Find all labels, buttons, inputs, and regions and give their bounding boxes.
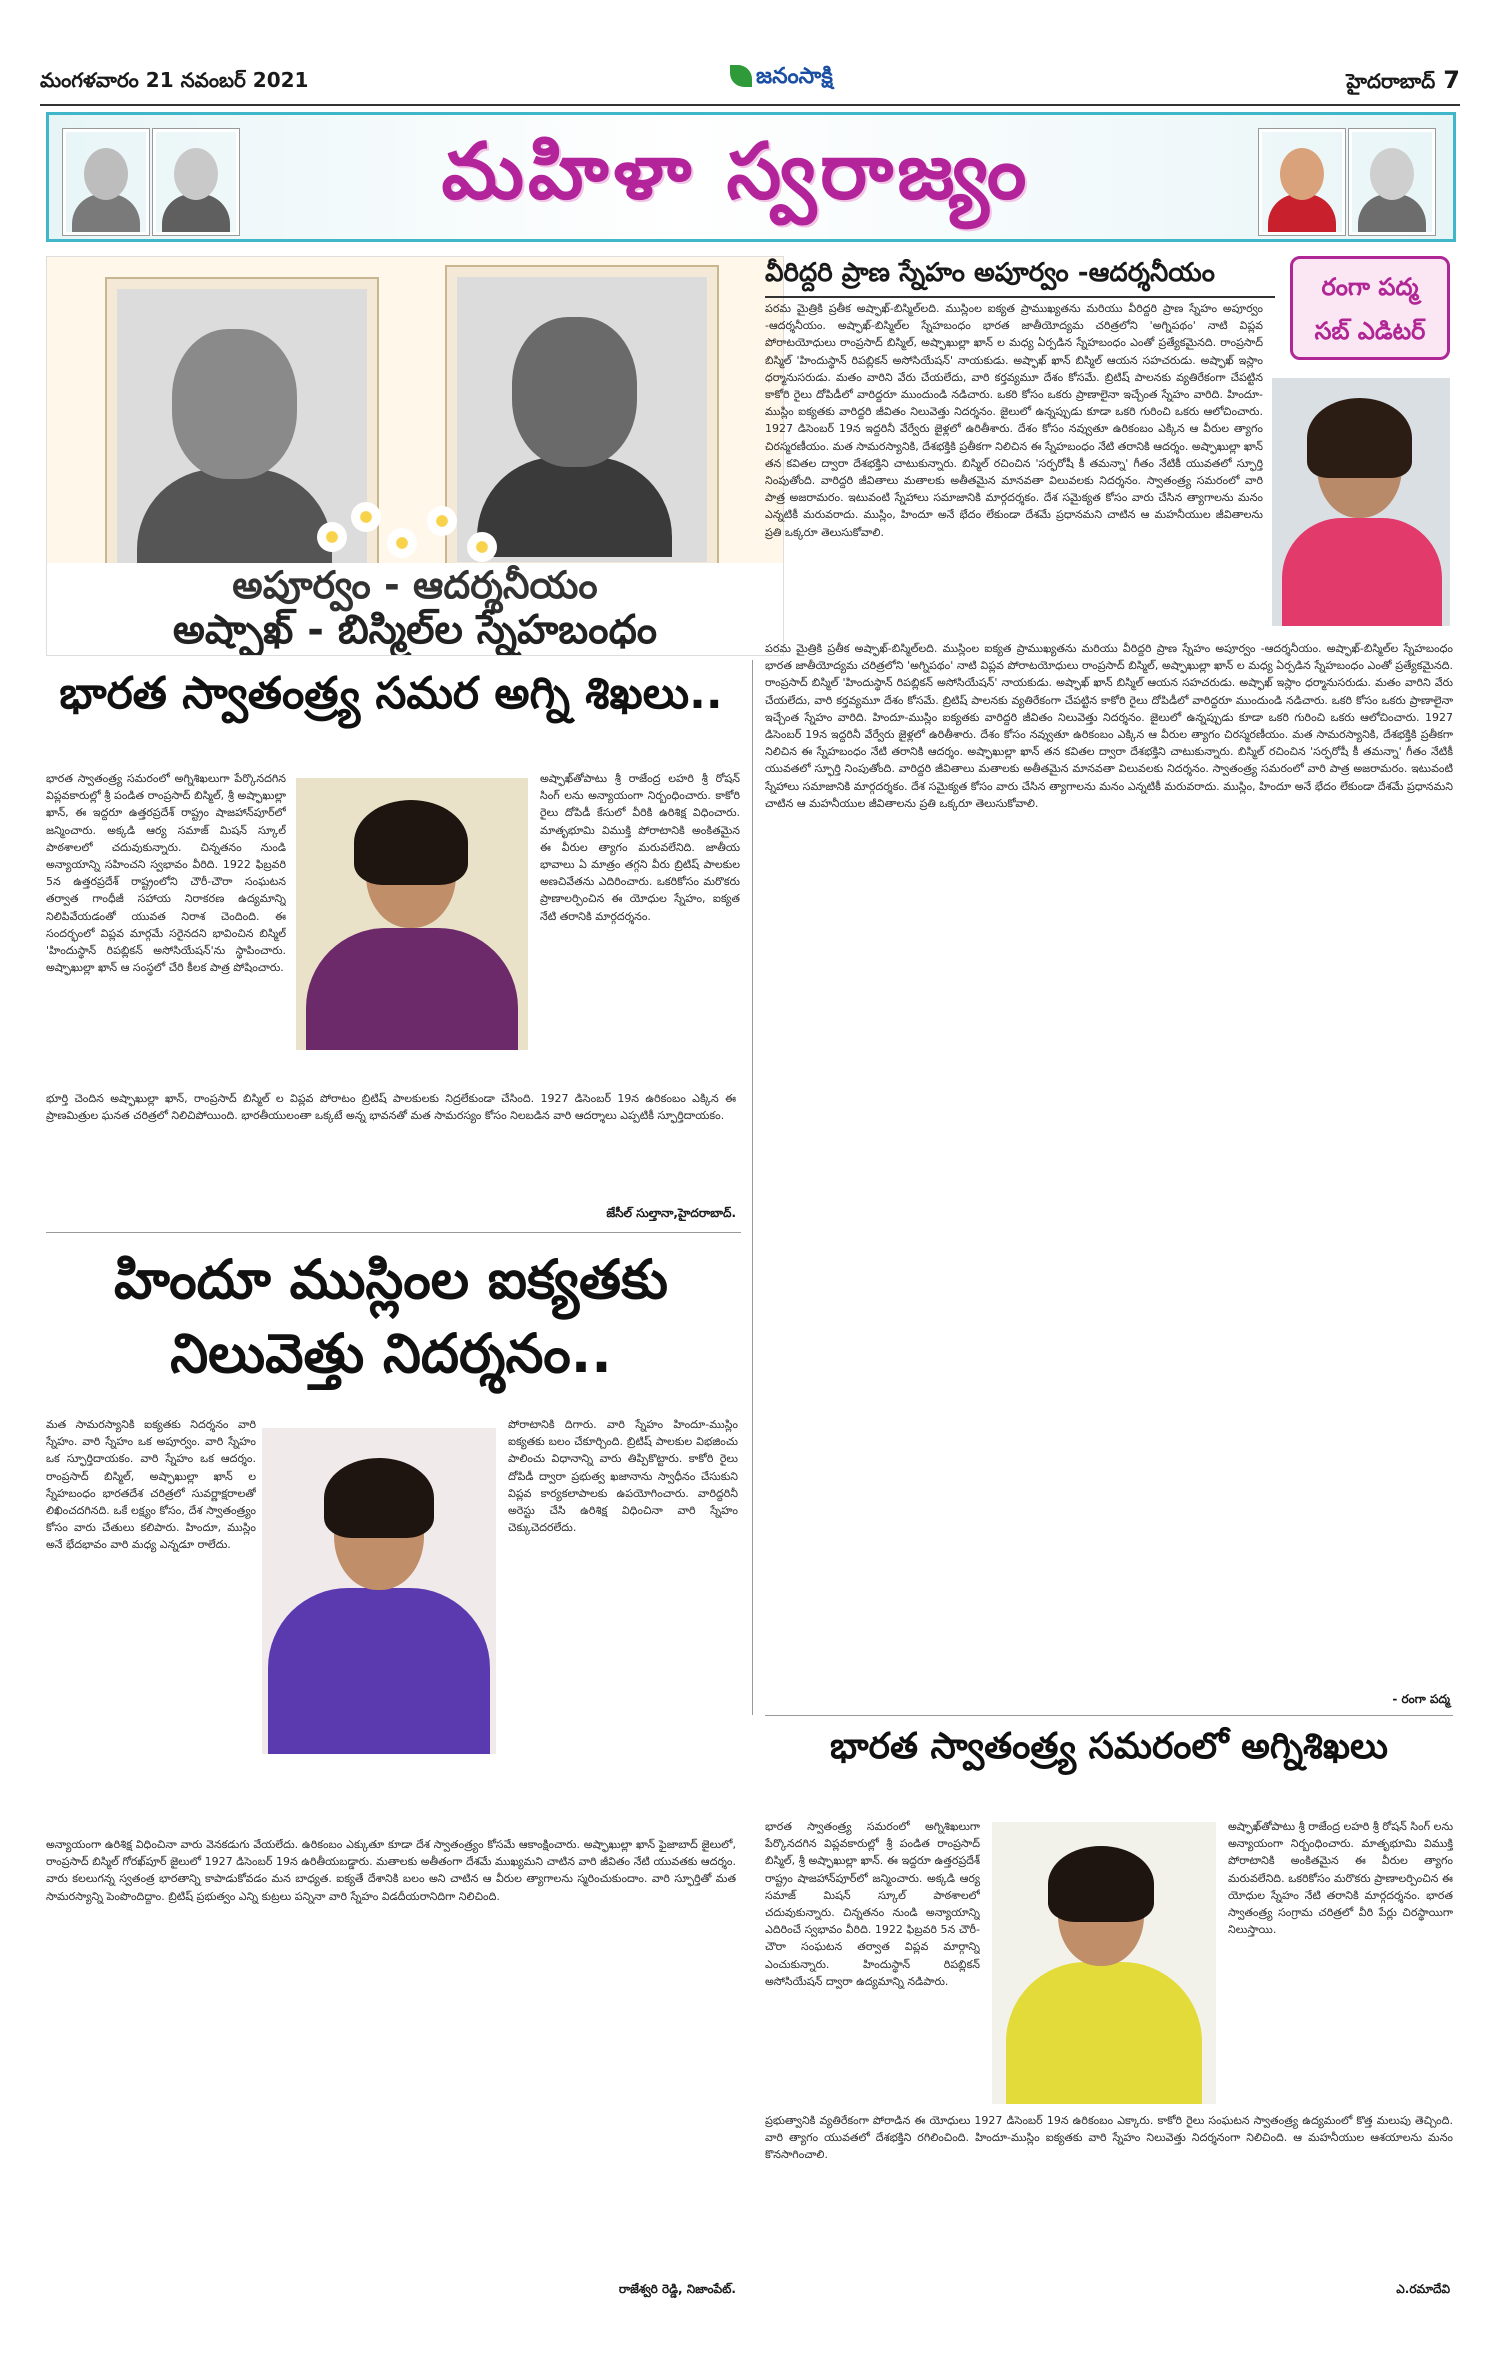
article1-body-bottom: భూర్తి చెందిన అష్ఫాఖుల్లా ఖాన్, రాంప్రసాద్ బిస్మిల్ ల విప్లవ పోరాటం బ్రిటిష్ పాలకులకు నిద్రలేకుండా చేసింది. 1927 డిసెంబర్ 19న ఉరికంబం ఎక్కిన ఈ ప్రాణమిత్రుల ఘనత చరిత్రలో నిలిచిపోయింది. భారతీయులంతా ఒక్కటే అన్న భావనతో మత సామరస్యం కోసం నిలబడిన వారి ఆదర్శాలు ఎప్పటికీ స్ఫూర్తిదాయకం. [46, 1092, 736, 1123]
article2-body-mid: పోరాటానికి దిగారు. వారి స్నేహం హిందూ-ముస్లిం ఐక్యతకు బలం చేకూర్చింది. బ్రిటిష్ పాలకుల విభజించు పాలించు విధానాన్ని వారు తిప్పికొట్టారు. కాకోరి రైలు దోపిడీ ద్వారా ప్రభుత్వ ఖజానాను స్వాధీనం చేసుకుని విప్లవ కార్యకలాపాలకు ఉపయోగించారు. వారిద్దరినీ అరెస్టు చేసి ఉరిశిక్ష విధించినా వారి స్నేహం చెక్కుచెదరలేదు. [508, 1418, 738, 1535]
banner-portrait-3 [1259, 129, 1345, 235]
flowers-decoration [317, 492, 517, 572]
page-number: 7 [1443, 66, 1460, 94]
leaf-icon [730, 65, 752, 87]
article1-body-mid: అష్ఫాఖ్‌తోపాటు శ్రీ రాజేంద్ర లహరి శ్రీ రోషన్ సింగ్ లను అన్యాయంగా నిర్బంధించారు. కాకోరి రైలు దోపిడీ కేసులో వీరికి ఉరిశిక్ష విధించారు. మాతృభూమి విముక్తి పోరాటానికి అంకితమైన ఈ వీరుల త్యాగం మరువలేనిది. జాతీయ భావాలు ఏ మాత్రం తగ్గని వీరు బ్రిటిష్ పాలకుల అణచివేతను ఎదిరించారు. ఒకరికోసం మరొకరు ప్రాణాలర్పించిన ఈ యోధుల స్నేహం, ఐక్యత నేటి తరానికి మార్గదర్శనం. [540, 772, 740, 923]
author-photo [1272, 378, 1450, 626]
article3-body-mid: అష్ఫాఖ్‌తోపాటు శ్రీ రాజేంద్ర లహరి శ్రీ రోషన్ సింగ్ లను అన్యాయంగా నిర్బంధించారు. మాతృభూమి విముక్తి పోరాటానికి అంకితమైన ఈ వీరుల త్యాగం మరువలేనిది. ఒకరికోసం మరొకరు ప్రాణాలర్పించిన ఈ యోధుల స్నేహం నేటి తరానికి మార్గదర్శనం. భారత స్వాతంత్ర్య సంగ్రామ చరిత్రలో వీరి పేర్లు చిరస్థాయిగా నిలుస్తాయి. [1228, 1820, 1453, 1937]
article3-divider [765, 1715, 1453, 1716]
feature-body-top: పరమ మైత్రికి ప్రతీక అష్ఫాఖ్-బిస్మిల్‌లది. ముస్లింల ఐక్యత ప్రాముఖ్యతను మరియు వీరిద్దరి ప్రాణ స్నేహం అపూర్వం -ఆదర్శనీయం. అష్ఫాఖ్-బిస్మిల్‌ల స్నేహబంధం భారత జాతీయోద్యమ చరిత్రలోని 'అగ్నిపథం' నాటి విప్లవ పోరాటయోధులు రాంప్రసాద్ బిస్మిల్, అష్ఫాఖుల్లా ఖాన్ ల మధ్య ఏర్పడిన స్నేహబంధం ఎంతో ప్రత్యేకమైనది. రాంప్రసాద్ బిస్మిల్ 'హిందుస్థాన్ రిపబ్లికన్ అసోసియేషన్' నాయకుడు. అష్ఫాఖ్ ఖాన్ బిస్మిల్ ఆయన సహచరుడు. అష్ఫాఖ్ ఇస్లాం ధర్మానుసరుడు. మతం వారిని వేరు చేయలేదు, వారి కర్తవ్యమూ దేశం కోసమే. బ్రిటిష్ పాలనకు వ్యతిరేకంగా చేపట్టిన కాకోరి రైలు దోపిడీలో వారిద్దరూ ముందుండి నడిచారు. ఒకరి కోసం ఒకరు ప్రాణాలైనా ఇచ్చేంత స్నేహం వారిది. హిందూ-ముస్లిం ఐక్యతకు వారిద్దరి జీవితం నిలువెత్తు నిదర్శనం. జైలులో ఉన్నప్పుడు కూడా ఒకరి గురించి ఒకరు ఆలోచించారు. 1927 డిసెంబర్ 19న ఇద్దరినీ వేర్వేరు జైళ్లలో ఉరితీశారు. దేశం కోసం నవ్వుతూ ఉరికంబం ఎక్కిన ఆ వీరుల త్యాగం చిరస్మరణీయం. మత సామరస్యానికి, దేశభక్తికి ప్రతీకగా నిలిచిన ఈ స్నేహబంధం నేటి తరానికి ఆదర్శం. అష్ఫాఖుల్లా ఖాన్ తన కవితల ద్వారా దేశభక్తిని చాటుకున్నారు. బిస్మిల్ రచించిన 'సర్ఫరోషీ కీ తమన్నా' గీతం నేటికీ యువతలో స్ఫూర్తి నింపుతోంది. వారిద్దరి జీవితాలు మతాలకు అతీతమైన మానవతా విలువలకు నిదర్శనం. స్వాతంత్ర్య సమరంలో వారి పాత్ర అజరామరం. ఇటువంటి స్నేహాలు సమాజానికి మార్గదర్శకం. దేశ సమైక్యత కోసం వారు చేసిన త్యాగాలను మనం ఎన్నటికీ మరువరాదు. ముస్లిం, హిందూ అనే భేదం లేకుండా దేశమే ప్రధానమని చాటిన ఆ మహనీయుల జీవితాలను ప్రతి ఒక్కరూ తెలుసుకోవాలి. [765, 302, 1263, 539]
article3-title: భారత స్వాతంత్ర్య సమరంలో అగ్నిశిఖలు [830, 1726, 1388, 1767]
article2-author-photo [262, 1428, 496, 1754]
article1-divider [46, 1232, 741, 1233]
article3-body-left: భారత స్వాతంత్ర్య సమరంలో అగ్నిశిఖలుగా పేర్కొనదగిన విప్లవకారుల్లో శ్రీ పండిత రాంప్రసాద్ బిస్మిల్, శ్రీ అష్ఫాఖుల్లా ఖాన్. ఈ ఇద్దరూ ఉత్తరప్రదేశ్ రాష్ట్రం షాజహాన్‌పూర్‌లో జన్మించారు. అక్కడి ఆర్య సమాజ్ మిషన్ స్కూల్ పాఠశాలలో చదువుకున్నారు. చిన్నతనం నుండి అన్యాయాన్ని ఎదిరించే స్వభావం వీరిది. 1922 ఫిబ్రవరి 5న చౌరీ-చౌరా సంఘటన తర్వాత విప్లవ మార్గాన్ని ఎంచుకున్నారు. హిందుస్థాన్ రిపబ్లికన్ అసోసియేషన్ ద్వారా ఉద్యమాన్ని నడిపారు. [765, 1820, 980, 1988]
column-divider [752, 660, 753, 1715]
city: హైదరాబాద్ [1346, 69, 1436, 93]
feature-headline [47, 563, 783, 655]
article3-author-photo [992, 1822, 1216, 2104]
author-box: రంగా పద్మ సబ్ ఎడిటర్ [1290, 256, 1450, 360]
article1-author-photo [296, 778, 528, 1050]
banner-portrait-4 [1349, 129, 1435, 235]
masthead [40, 60, 1460, 106]
banner-title: మహిళా స్వరాజ్యం [441, 127, 1031, 217]
section-banner [46, 112, 1456, 242]
article2-body-left: మత సామరస్యానికి ఐక్యతకు నిదర్శనం వారి స్నేహం. వారి స్నేహం ఒక అపూర్వం. వారి స్నేహం ఒక స్ఫూర్తిదాయకం. వారి స్నేహం ఒక ఆదర్శం. రాంప్రసాద్ బిస్మిల్, అష్ఫాఖుల్లా ఖాన్ ల స్నేహబంధం భారతదేశ చరిత్రలో సువర్ణాక్షరాలతో లిఖించదగినది. ఒకే లక్ష్యం కోసం, దేశ స్వాతంత్ర్యం కోసం వారు చేతులు కలిపారు. హిందూ, ముస్లిం అనే భేదభావం వారి మధ్య ఎన్నడూ రాలేదు. [46, 1418, 256, 1552]
article1-body-left: భారత స్వాతంత్ర్య సమరంలో అగ్నిశిఖలుగా పేర్కొనదగిన విప్లవకారుల్లో శ్రీ పండిత రాంప్రసాద్ బిస్మిల్, శ్రీ అష్ఫాఖుల్లా ఖాన్, ఈ ఇద్దరూ ఉత్తరప్రదేశ్ రాష్ట్రం షాజహాన్‌పూర్‌లో జన్మించారు. అక్కడి ఆర్య సమాజ్ మిషన్ స్కూల్ పాఠశాలలో చదువుకున్నారు. చిన్నతనం నుండి అన్యాయాన్ని సహించని స్వభావం వీరిది. 1922 ఫిబ్రవరి 5న ఉత్తరప్రదేశ్ రాష్ట్రంలోని చౌరీ-చౌరా సంఘటన తర్వాత గాంధీజీ సహాయ నిరాకరణ ఉద్యమాన్ని నిలిపివేయడంతో యువత నిరాశ చెందింది. ఈ సందర్భంలో విప్లవ మార్గమే సరైనదని భావించిన బిస్మిల్ 'హిందుస్థాన్ రిపబ్లికన్ అసోసియేషన్'ను స్థాపించారు. అష్ఫాఖుల్లా ఖాన్ ఆ సంస్థలో చేరి కీలక పాత్ర పోషించారు. [46, 772, 286, 975]
feature-title: వీరిద్దరి ప్రాణ స్నేహం అపూర్వం -ఆదర్శనీయం [765, 258, 1275, 298]
page-info [1346, 66, 1460, 98]
article1-byline: జేసీల్ సుల్తానా,హైదరాబాద్. [606, 1206, 736, 1220]
article1-title: భారత స్వాతంత్ర్య సమర అగ్ని శిఖలు.. [59, 668, 723, 719]
article2-title-line-2: నిలువెత్తు నిదర్శనం.. [170, 1322, 612, 1385]
article2-byline: రాజేశ్వరి రెడ్డి, నిజాంపేట్. [618, 2282, 736, 2296]
article2-title-line-1: హిందూ ముస్లింల ఐక్యతకు [114, 1248, 668, 1311]
feature-headline-line-2: అష్ఫాఖ్ - బిస్మిల్‌ల స్నేహబంధం [172, 607, 658, 653]
feature-photo-block [46, 256, 784, 656]
article3-byline: ఎ.రమాదేవి [1396, 2282, 1450, 2296]
newspaper-name: జనంసాక్షి [756, 64, 833, 89]
article3-body-bottom: ప్రభుత్వానికి వ్యతిరేకంగా పోరాడిన ఈ యోధులు 1927 డిసెంబర్ 19న ఉరికంబం ఎక్కారు. కాకోరి రైలు సంఘటన స్వాతంత్ర్య ఉద్యమంలో కొత్త మలుపు తెచ్చింది. వారి త్యాగం యువతలో దేశభక్తిని రగిలించింది. హిందూ-ముస్లిం ఐక్యతకు వారి స్నేహం నిలువెత్తు నిదర్శనంగా నిలిచింది. ఆ మహనీయుల ఆశయాలను మనం కొనసాగించాలి. [765, 2114, 1453, 2162]
feature-byline: - రంగా పద్మ [1392, 1692, 1450, 1706]
newspaper-logo [730, 64, 833, 94]
feature-headline-line-1: అపూర్వం - ఆదర్శనీయం [232, 563, 598, 607]
banner-portrait-1 [63, 129, 149, 235]
banner-portrait-2 [153, 129, 239, 235]
masthead-rule [40, 104, 1460, 106]
feature-body-bottom: పరమ మైత్రికి ప్రతీక అష్ఫాఖ్-బిస్మిల్‌లది. ముస్లింల ఐక్యత ప్రాముఖ్యతను మరియు వీరిద్దరి ప్రాణ స్నేహం అపూర్వం -ఆదర్శనీయం. అష్ఫాఖ్-బిస్మిల్‌ల స్నేహబంధం భారత జాతీయోద్యమ చరిత్రలోని 'అగ్నిపథం' నాటి విప్లవ పోరాటయోధులు రాంప్రసాద్ బిస్మిల్, అష్ఫాఖుల్లా ఖాన్ ల మధ్య ఏర్పడిన స్నేహబంధం ఎంతో ప్రత్యేకమైనది. రాంప్రసాద్ బిస్మిల్ 'హిందుస్థాన్ రిపబ్లికన్ అసోసియేషన్' నాయకుడు. అష్ఫాఖ్ ఖాన్ బిస్మిల్ ఆయన సహచరుడు. అష్ఫాఖ్ ఇస్లాం ధర్మానుసరుడు. మతం వారిని వేరు చేయలేదు, వారి కర్తవ్యమూ దేశం కోసమే. బ్రిటిష్ పాలనకు వ్యతిరేకంగా చేపట్టిన కాకోరి రైలు దోపిడీలో వారిద్దరూ ముందుండి నడిచారు. ఒకరి కోసం ఒకరు ప్రాణాలైనా ఇచ్చేంత స్నేహం వారిది. హిందూ-ముస్లిం ఐక్యతకు వారిద్దరి జీవితం నిలువెత్తు నిదర్శనం. జైలులో ఉన్నప్పుడు కూడా ఒకరి గురించి ఒకరు ఆలోచించారు. 1927 డిసెంబర్ 19న ఇద్దరినీ వేర్వేరు జైళ్లలో ఉరితీశారు. దేశం కోసం నవ్వుతూ ఉరికంబం ఎక్కిన ఆ వీరుల త్యాగం చిరస్మరణీయం. మత సామరస్యానికి, దేశభక్తికి ప్రతీకగా నిలిచిన ఈ స్నేహబంధం నేటి తరానికి ఆదర్శం. అష్ఫాఖుల్లా ఖాన్ తన కవితల ద్వారా దేశభక్తిని చాటుకున్నారు. బిస్మిల్ రచించిన 'సర్ఫరోషీ కీ తమన్నా' గీతం నేటికీ యువతలో స్ఫూర్తి నింపుతోంది. వారిద్దరి జీవితాలు మతాలకు అతీతమైన మానవతా విలువలకు నిదర్శనం. స్వాతంత్ర్య సమరంలో వారి పాత్ర అజరామరం. ఇటువంటి స్నేహాలు సమాజానికి మార్గదర్శకం. దేశ సమైక్యత కోసం వారు చేసిన త్యాగాలను మనం ఎన్నటికీ మరువరాదు. ముస్లిం, హిందూ అనే భేదం లేకుండా దేశమే ప్రధానమని చాటిన ఆ మహనీయుల జీవితాలను ప్రతి ఒక్కరూ తెలుసుకోవాలి. [765, 642, 1453, 810]
issue-date: మంగళవారం 21 నవంబర్ 2021 [40, 68, 309, 92]
article2-body-bottom: అన్యాయంగా ఉరిశిక్ష విధించినా వారు వెనకడుగు వేయలేదు. ఉరికంబం ఎక్కుతూ కూడా దేశ స్వాతంత్ర్యం కోసమే ఆకాంక్షించారు. అష్ఫాఖుల్లా ఖాన్ ఫైజాబాద్ జైలులో, రాంప్రసాద్ బిస్మిల్ గోరఖ్‌పూర్ జైలులో 1927 డిసెంబర్ 19న ఉరితీయబడ్డారు. మతాలకు అతీతంగా దేశమే ముఖ్యమని చాటిన వారి జీవితం నేటి యువతకు ఆదర్శం. వారు కలలుగన్న స్వతంత్ర భారతాన్ని కాపాడుకోవడం మన బాధ్యత. ఐక్యతే దేశానికి బలం అని చాటిన ఆ వీరుల త్యాగాలను స్మరించుకుందాం. వారి స్ఫూర్తితో మత సామరస్యాన్ని పెంపొందిద్దాం. బ్రిటిష్ ప్రభుత్వం ఎన్ని కుట్రలు పన్నినా వారి స్నేహం విడదీయరానిదిగా నిలిచింది. [46, 1838, 736, 1903]
